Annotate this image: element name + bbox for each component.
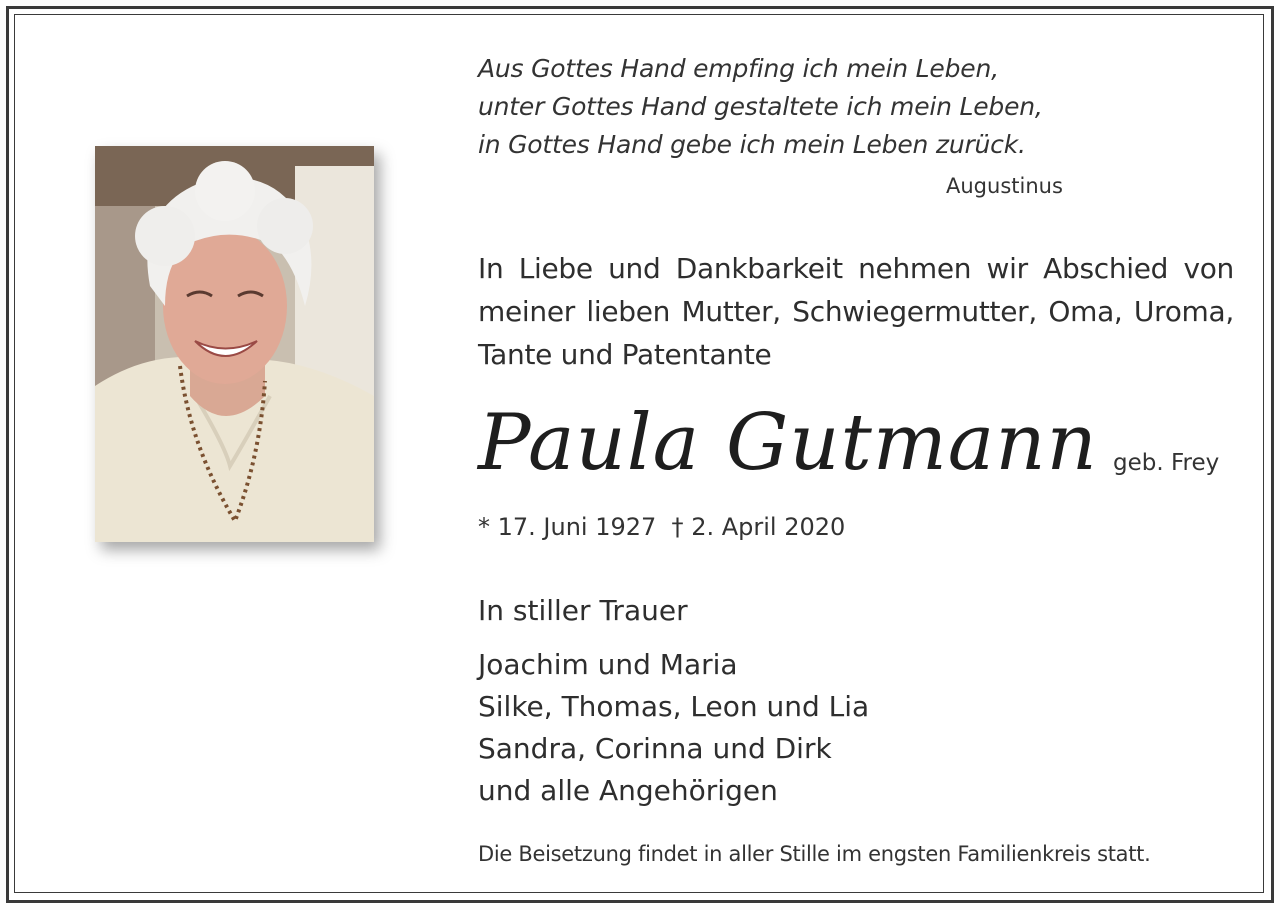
quote-line: in Gottes Hand gebe ich mein Leben zurück. xyxy=(478,130,1026,159)
family-list xyxy=(478,644,869,812)
quote xyxy=(478,50,1078,164)
portrait-photo xyxy=(95,146,374,542)
deceased-name-text: Paula Gutmann xyxy=(478,398,1098,488)
family-member: Joachim und Maria xyxy=(478,648,738,681)
deceased-name xyxy=(478,398,1118,518)
quote-line: unter Gottes Hand gestaltete ich mein Leben, xyxy=(478,92,1043,121)
family-member: und alle Angehörigen xyxy=(478,774,778,807)
mourning-heading: In stiller Trauer xyxy=(478,594,688,627)
family-member: Sandra, Corinna und Dirk xyxy=(478,732,832,765)
quote-author: Augustinus xyxy=(946,174,1063,198)
intro-text: In Liebe und Dankbarkeit nehmen wir Abschied von meiner lieben Mutter, Schwiegermutter, Oma, Uroma, Tante und Patentante xyxy=(478,252,1234,371)
maiden-name: geb. Frey xyxy=(1113,450,1220,476)
burial-note: Die Beisetzung findet in aller Stille im engsten Familienkreis statt. xyxy=(478,842,1151,866)
quote-line: Aus Gottes Hand empfing ich mein Leben, xyxy=(478,54,999,83)
family-member: Silke, Thomas, Leon und Lia xyxy=(478,690,870,723)
life-dates: * 17. Juni 1927 † 2. April 2020 xyxy=(478,513,846,541)
